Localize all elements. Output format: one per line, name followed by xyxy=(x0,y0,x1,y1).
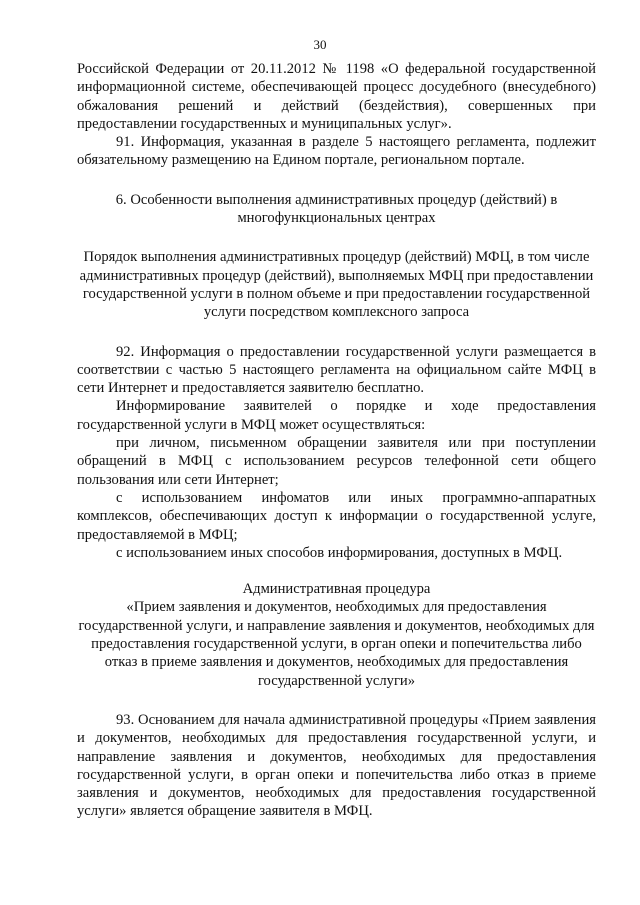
procedure-title: Административная процедура xyxy=(242,581,431,598)
section-heading: 6. Особенности выполнения административных процедур (действий) в многофункциональных центрах xyxy=(115,191,558,227)
paragraph-91: 91. Информация, указанная в разделе 5 настоящего регламента, подлежит обязательному размещению на Едином портале, региональном портале. xyxy=(77,134,596,169)
paragraph-93: 93. Основанием для начала административной процедуры «Прием заявления и документов, необходимых для предоставления государственной услуги, и направление заявления и документов, необходимых для предоставления государственной услуги, в орган опеки и попечительства либо отказ в приеме заявления и документов, необходимых для предоставления государственной услуги» является обращение заявителя в МФЦ. xyxy=(77,711,596,820)
paragraph-personal-request: при личном, письменном обращении заявителя или при поступлении обращений в МФЦ с использованием ресурсов телефонной сети общего пользования или сети Интернет; xyxy=(77,435,596,488)
spacer xyxy=(77,170,596,191)
paragraph-other-methods: с использованием иных способов информирования, доступных в МФЦ. xyxy=(116,544,563,561)
spacer xyxy=(77,227,596,248)
page-number: 30 xyxy=(313,37,327,52)
procedure-name: «Прием заявления и документов, необходимых для предоставления государственной услуги, и направление заявления и документов, необходимых для предоставления государственной услуги, в орган опеки и попечительства либо отказ в приеме заявления и документов, необходимых для предоставления государственной услуги» xyxy=(78,599,595,689)
paragraph-92: 92. Информация о предоставлении государственной услуги размещается в соответствии с частью 5 настоящего регламента на официальном сайте МФЦ в сети Интернет и предоставляется заявителю бесплатно. xyxy=(77,343,596,397)
spacer xyxy=(77,562,596,580)
paragraph-informing: Информирование заявителей о порядке и ходе предоставления государственной услуги в МФЦ может осуществляться: xyxy=(77,398,596,433)
spacer xyxy=(77,690,596,711)
subsection-heading: Порядок выполнения административных процедур (действий) МФЦ, в том числе административных процедур (действий), выполняемых МФЦ при предоставлении государственной услуги в полном объеме и при предоставлении государственной услуги посредством комплексного запроса xyxy=(79,249,594,321)
document-body xyxy=(77,60,596,821)
paragraph-infomats: с использованием инфоматов или иных программно-аппаратных комплексов, обеспечивающих доступ к информации о государственной услуге, предоставляемой в МФЦ; xyxy=(77,489,596,543)
spacer xyxy=(77,322,596,343)
paragraph-continuation: Российской Федерации от 20.11.2012 № 1198 «О федеральной государственной информационной системе, обеспечивающей процесс досудебного (внесудебного) обжалования решений и действий (бездействия), совершенных при предоставлении государственных и муниципальных услуг». xyxy=(77,61,596,132)
